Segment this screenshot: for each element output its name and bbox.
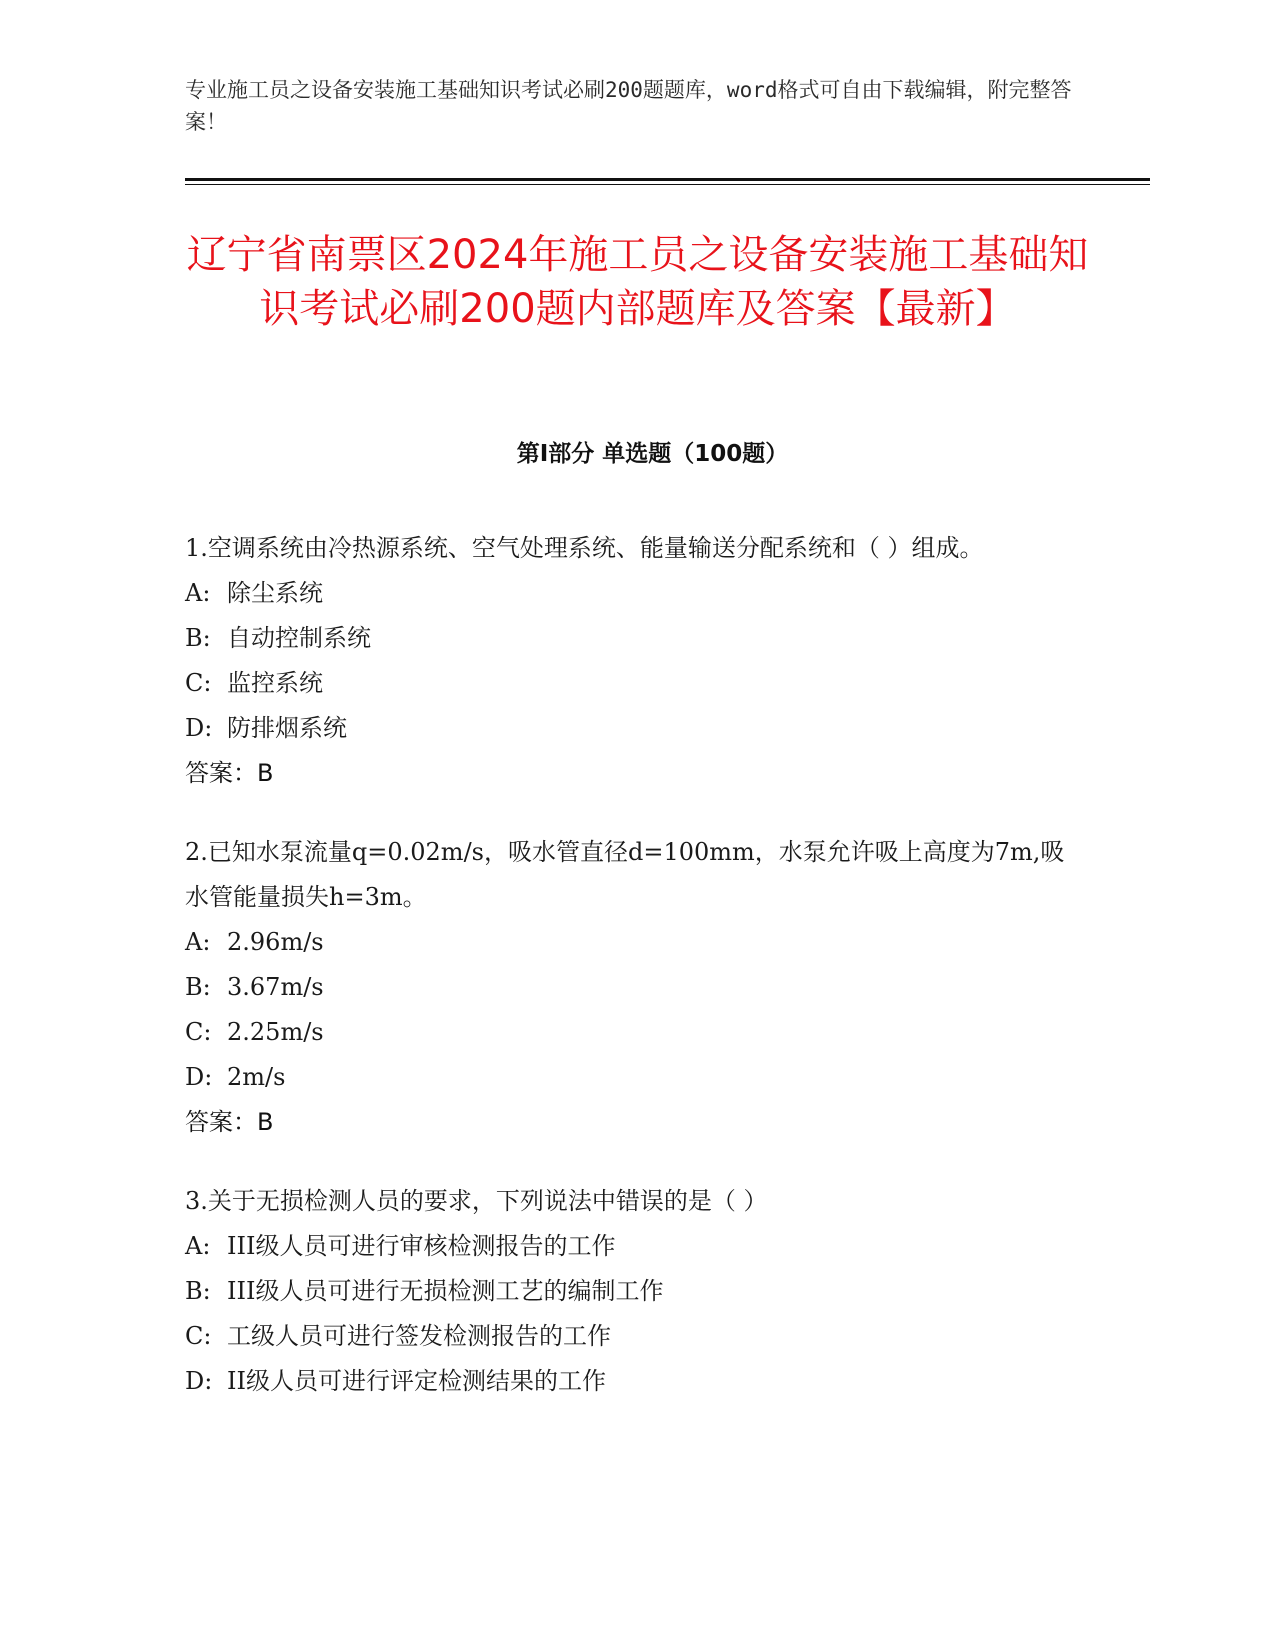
question-list xyxy=(185,526,1085,1438)
option-b xyxy=(185,616,1085,661)
option-letter: D: xyxy=(185,1063,213,1091)
section-heading: 第I部分 单选题（100题） xyxy=(516,441,789,467)
question-3 xyxy=(185,1179,1085,1404)
option-d xyxy=(185,706,1085,751)
option-letter: B: xyxy=(185,973,211,1001)
option-text: 监控系统 xyxy=(227,669,323,697)
option-letter: B: xyxy=(185,1277,211,1305)
option-d xyxy=(185,1055,1085,1100)
header-divider-thin xyxy=(185,184,1150,185)
option-text: 工级人员可进行签发检测报告的工作 xyxy=(227,1322,611,1350)
header-divider-thick xyxy=(185,178,1150,181)
option-d xyxy=(185,1359,1085,1404)
option-a xyxy=(185,920,1085,965)
question-stem: 3.关于无损检测人员的要求，下列说法中错误的是（ ） xyxy=(185,1187,768,1215)
option-text: 除尘系统 xyxy=(227,579,323,607)
option-c xyxy=(185,661,1085,706)
option-letter: A: xyxy=(185,1232,211,1260)
option-text: 2.25m/s xyxy=(227,1018,324,1046)
option-text: 2m/s xyxy=(227,1063,286,1091)
option-letter: B: xyxy=(185,624,211,652)
option-c xyxy=(185,1010,1085,1055)
option-text: 防排烟系统 xyxy=(227,714,347,742)
option-letter: C: xyxy=(185,669,212,697)
option-letter: C: xyxy=(185,1322,212,1350)
option-text: II级人员可进行评定检测结果的工作 xyxy=(227,1367,606,1395)
option-letter: C: xyxy=(185,1018,212,1046)
answer-line: 答案：B xyxy=(185,1108,274,1136)
option-b xyxy=(185,965,1085,1010)
option-c xyxy=(185,1314,1085,1359)
option-letter: D: xyxy=(185,714,213,742)
option-text: 2.96m/s xyxy=(227,928,324,956)
option-b xyxy=(185,1269,1085,1314)
option-text: 3.67m/s xyxy=(227,973,324,1001)
option-letter: A: xyxy=(185,579,211,607)
question-stem: 1.空调系统由冷热源系统、空气处理系统、能量输送分配系统和（ ）组成。 xyxy=(185,534,984,562)
option-a xyxy=(185,571,1085,616)
answer-line: 答案：B xyxy=(185,759,274,787)
header-note: 专业施工员之设备安装施工基础知识考试必刷200题题库，word格式可自由下载编辑，附完整答案！ xyxy=(185,78,1072,134)
question-1 xyxy=(185,526,1085,796)
option-text: 自动控制系统 xyxy=(227,624,371,652)
option-letter: D: xyxy=(185,1367,213,1395)
option-a xyxy=(185,1224,1085,1269)
document-title: 辽宁省南票区2024年施工员之设备安装施工基础知识考试必刷200题内部题库及答案【最新】 xyxy=(186,232,1089,332)
question-2 xyxy=(185,830,1085,1145)
question-stem: 2.已知水泵流量q=0.02m/s，吸水管直径d=100mm，水泵允许吸上高度为7m,吸水管能量损失h=3m。 xyxy=(185,838,1065,911)
option-text: III级人员可进行审核检测报告的工作 xyxy=(227,1232,616,1260)
option-text: III级人员可进行无损检测工艺的编制工作 xyxy=(227,1277,664,1305)
option-letter: A: xyxy=(185,928,211,956)
